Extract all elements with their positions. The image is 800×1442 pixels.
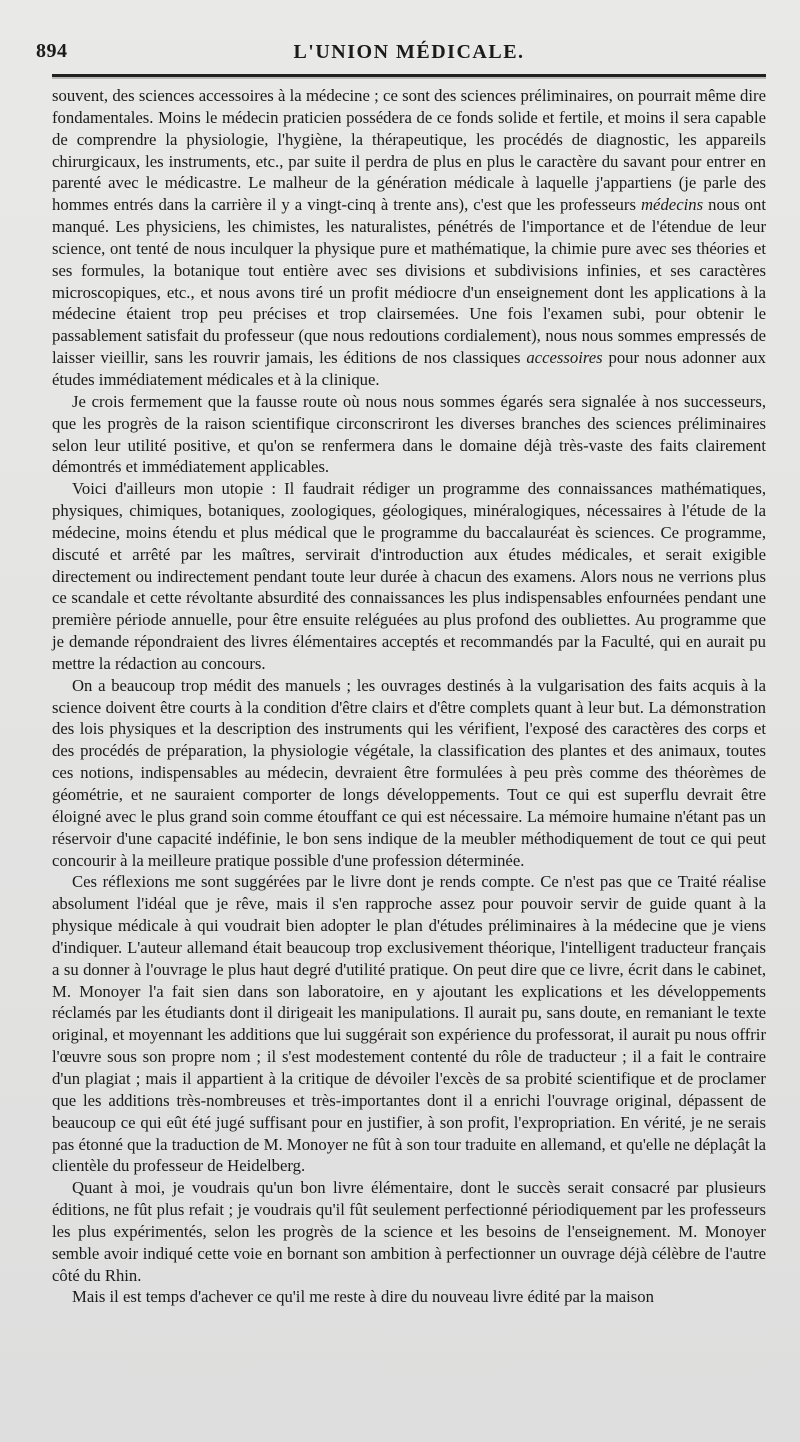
text-run: On a beaucoup trop médit des manuels ; les ouvrages destinés à la vulgarisation des faits acquis à la science doivent être courts à la condition d'être clairs et d'être complets quant à leur but. La démonstration des lois physiques et la description des instruments qui les vérifient, l'exposé des caractères des corps et des procédés de préparation, la physiologie végétale, la classification des plantes et des animaux, toutes ces notions, indispensables au médecin, devraient être formulées à peu près comme des théorèmes de géométrie, et ne sauraient comporter de longs développements. Tout ce qui est superflu devrait être éloigné avec le plus grand soin comme étouffant ce qui est nécessaire. La mémoire humaine n'étant pas un réservoir d'une capacité indéfinie, le bon sens indique de la meubler méthodiquement de tout ce qui peut concourir à la meilleure pratique possible d'une profession déterminée. bbox=[52, 675, 766, 870]
paragraph-p1 bbox=[52, 85, 766, 391]
page-number: 894 bbox=[36, 40, 68, 62]
text-run: souvent, des sciences accessoires à la médecine ; ce sont des sciences préliminaires, on pourrait même dire fondamentales. Moins le médecin praticien possédera de ce fonds solide et fertile, et moins il sera capable de comprendre la physiologie, l'hygiène, la thérapeutique, les procédés de diagnostic, les appareils chirurgicaux, les instruments, etc., par suite il perdra de plus en plus le caractère du savant pour entrer en parenté avec le médicastre. Le malheur de la génération médicale à laquelle j'appartiens (je parle des hommes entrés dans la carrière il y a vingt-cinq à trente ans), c'est que les professeurs bbox=[52, 86, 766, 215]
paragraph-p3 bbox=[52, 478, 766, 675]
text-run: Voici d'ailleurs mon utopie : Il faudrait rédiger un programme des connaissances mathématiques, physiques, chimiques, botaniques, zoologiques, géologiques, minéralogiques, nécessaires à l'étude de la médecine, moins étendu et plus médical que le programme du baccalauréat ès sciences. Ce programme, discuté et arrêté par les maîtres, servirait d'introduction aux études médicales, et serait exigible directement ou indirectement pendant toute leur durée à chacun des examens. Alors nous ne verrions plus ce scandale et cette révoltante absurdité des connaissances les plus indispensables enfournées pendant une première période annuelle, pour être ensuite reléguées au plus profond des oubliettes. Au programme que je demande répondraient des livres élémentaires acceptés et recommandés par la Faculté, qui en aurait pu mettre la rédaction au concours. bbox=[52, 479, 766, 673]
journal-title: L'UNION MÉDICALE. bbox=[293, 41, 525, 63]
text-run: Ces réflexions me sont suggérées par le livre dont je rends compte. Ce n'est pas que ce Traité réalise absolument l'idéal que je rêve, mais il s'en rapproche assez pour pouvoir servir de guide quant à la physique médicale à qui voudrait bien adopter le plan d'études préliminaires à la médecine que je viens d'indiquer. L'auteur allemand était beaucoup trop exclusivement théorique, l'intelligent traducteur français a su donner à l'ouvrage le plus haut degré d'utilité pratique. On peut dire que ce livre, écrit dans le cabinet, M. Monoyer l'a fait sien dans son laboratoire, en y ajoutant les explications et les développements réclamés par les étudiants dont il dirigeait les manipulations. Il aurait pu, sans doute, en remaniant le texte original, et moyennant les additions que lui suggérait son expérience du professorat, il aurait pu nous offrir l'œuvre sous son propre nom ; il s'est modestement contenté du rôle de traducteur ; il a fait le contraire d'un plagiat ; mais il appartient à la critique de dévoiler l'excès de sa probité scientifique et de proclamer que les additions très-nombreuses et très-importantes dont il a enrichi l'ouvrage original, dépassent de beaucoup ce qui eût été jugé suffisant pour en justifier, à son profit, l'expropriation. En vérité, je ne serais pas étonné que la traduction de M. Monoyer ne fût à son tour traduite en allemand, et qu'elle ne déplaçât la clientèle du professeur de Heidelberg. bbox=[52, 872, 766, 1176]
paragraph-p7 bbox=[52, 1286, 766, 1308]
paragraph-p2 bbox=[52, 391, 766, 478]
text-run: pour nous adonner aux études immédiatement médicales et à la clinique. bbox=[52, 348, 766, 389]
paragraph-p5 bbox=[52, 871, 766, 1177]
text-run: nous ont manqué. Les physiciens, les chimistes, les naturalistes, pénétrés de l'importance et de l'étendue de leur science, ont tenté de nous inculquer la physique pure et mathématique, la chimie pure avec ses théories et ses formules, la botanique tout entière avec ses divisions et subdivisions infinies, et ses caractères microscopiques, etc., et nous avons tiré un profit médiocre d'un enseignement dont les applications à la médecine étaient trop peu précises et trop clairsemées. Une fois l'examen subi, pour obtenir le passablement satisfait du professeur (que nous redoutions cordialement), nous nous sommes empressés de laisser vieillir, sans les rouvrir jamais, les éditions de nos classiques bbox=[52, 195, 766, 368]
text-run: Quant à moi, je voudrais qu'un bon livre élémentaire, dont le succès serait consacré par plusieurs éditions, ne fût plus refait ; je voudrais qu'il fût seulement perfectionné périodiquement par les professeurs les plus expérimentés, selon les progrès de la science et les besoins de l'enseignement. M. Monoyer semble avoir indiqué cette voie en bornant son ambition à perfectionner un ouvrage déjà célèbre de l'autre côté du Rhin. bbox=[52, 1178, 766, 1285]
paragraph-p6 bbox=[52, 1177, 766, 1286]
page-header bbox=[36, 40, 766, 77]
text-run: Mais il est temps d'achever ce qu'il me reste à dire du nouveau livre édité par la maison bbox=[72, 1287, 654, 1307]
italic-term: accessoires bbox=[526, 348, 603, 368]
italic-term: médecins bbox=[640, 195, 704, 215]
article-body bbox=[52, 85, 766, 1308]
paragraph-p4 bbox=[52, 675, 766, 872]
text-run: Je crois fermement que la fausse route où nous nous sommes égarés sera signalée à nos successeurs, que les progrès de la raison scientifique circonscriront les diverses branches des sciences préliminaires selon leur utilité positive, et qu'on se renfermera dans le domaine déjà très-vaste des faits clairement démontrés et immédiatement applicables. bbox=[52, 391, 766, 477]
